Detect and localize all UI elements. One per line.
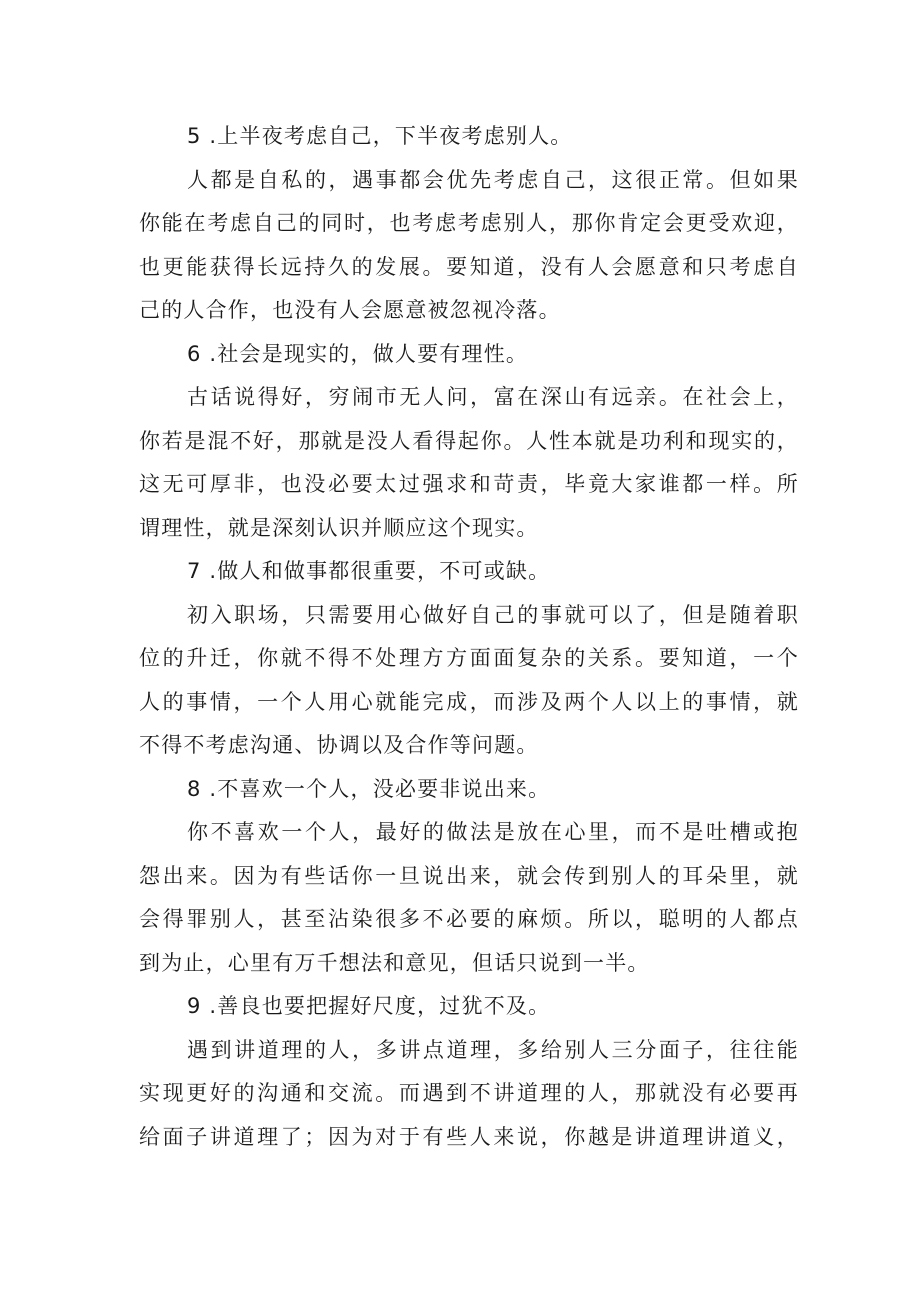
section-heading: 9 .善良也要把握好尺度，过犹不及。 — [187, 994, 551, 1018]
paragraph-line: 谓理性，就是深刻认识并顺应这个现实。 — [139, 515, 539, 540]
paragraph-line: 己的人合作，也没有人会愿意被忽视冷落。 — [139, 298, 561, 322]
paragraph-line: 会得罪别人，甚至沾染很多不必要的麻烦。所以，聪明的人都点 — [139, 907, 799, 931]
paragraph-line: 你若是混不好，那就是没人看得起你。人性本就是功利和现实的， — [139, 428, 799, 453]
paragraph-line: 位的升迁，你就不得不处理方方面面复杂的关系。要知道，一个 — [139, 646, 799, 670]
paragraph-line: 给面子讲道理了；因为对于有些人来说，你越是讲道理讲道义， — [139, 1124, 799, 1149]
paragraph-line: 不得不考虑沟通、协调以及合作等问题。 — [139, 733, 539, 757]
document-body — [139, 115, 799, 1159]
paragraph-line: 这无可厚非，也没必要太过强求和苛责，毕竟大家谁都一样。所 — [139, 472, 799, 496]
paragraph-line: 人的事情，一个人用心就能完成，而涉及两个人以上的事情，就 — [139, 689, 799, 714]
paragraph-line: 到为止，心里有万千想法和意见，但话只说到一半。 — [139, 950, 650, 975]
section-heading: 8 .不喜欢一个人，没必要非说出来。 — [187, 776, 551, 801]
paragraph-line: 实现更好的沟通和交流。而遇到不讲道理的人，那就没有必要再 — [139, 1081, 799, 1105]
paragraph-line: 遇到讲道理的人，多讲点道理，多给别人三分面子，往往能 — [187, 1037, 799, 1062]
paragraph-line: 也更能获得长远持久的发展。要知道，没有人会愿意和只考虑自 — [139, 254, 799, 279]
paragraph-line: 人都是自私的，遇事都会优先考虑自己，这很正常。但如果 — [187, 167, 799, 192]
paragraph-line: 你能在考虑自己的同时，也考虑考虑别人，那你肯定会更受欢迎， — [139, 211, 799, 235]
paragraph-line: 怨出来。因为有些话你一旦说出来，就会传到别人的耳朵里，就 — [139, 863, 799, 888]
section-heading: 7 .做人和做事都很重要，不可或缺。 — [187, 559, 551, 583]
paragraph-line: 古话说得好，穷闹市无人问，富在深山有远亲。在社会上， — [187, 385, 799, 409]
paragraph-line: 你不喜欢一个人，最好的做法是放在心里，而不是吐槽或抱 — [187, 820, 799, 844]
paragraph-line: 初入职场，只需要用心做好自己的事就可以了，但是随着职 — [187, 602, 799, 627]
section-heading: 5 .上半夜考虑自己，下半夜考虑别人。 — [187, 124, 573, 148]
section-heading: 6 .社会是现实的，做人要有理性。 — [187, 341, 529, 366]
